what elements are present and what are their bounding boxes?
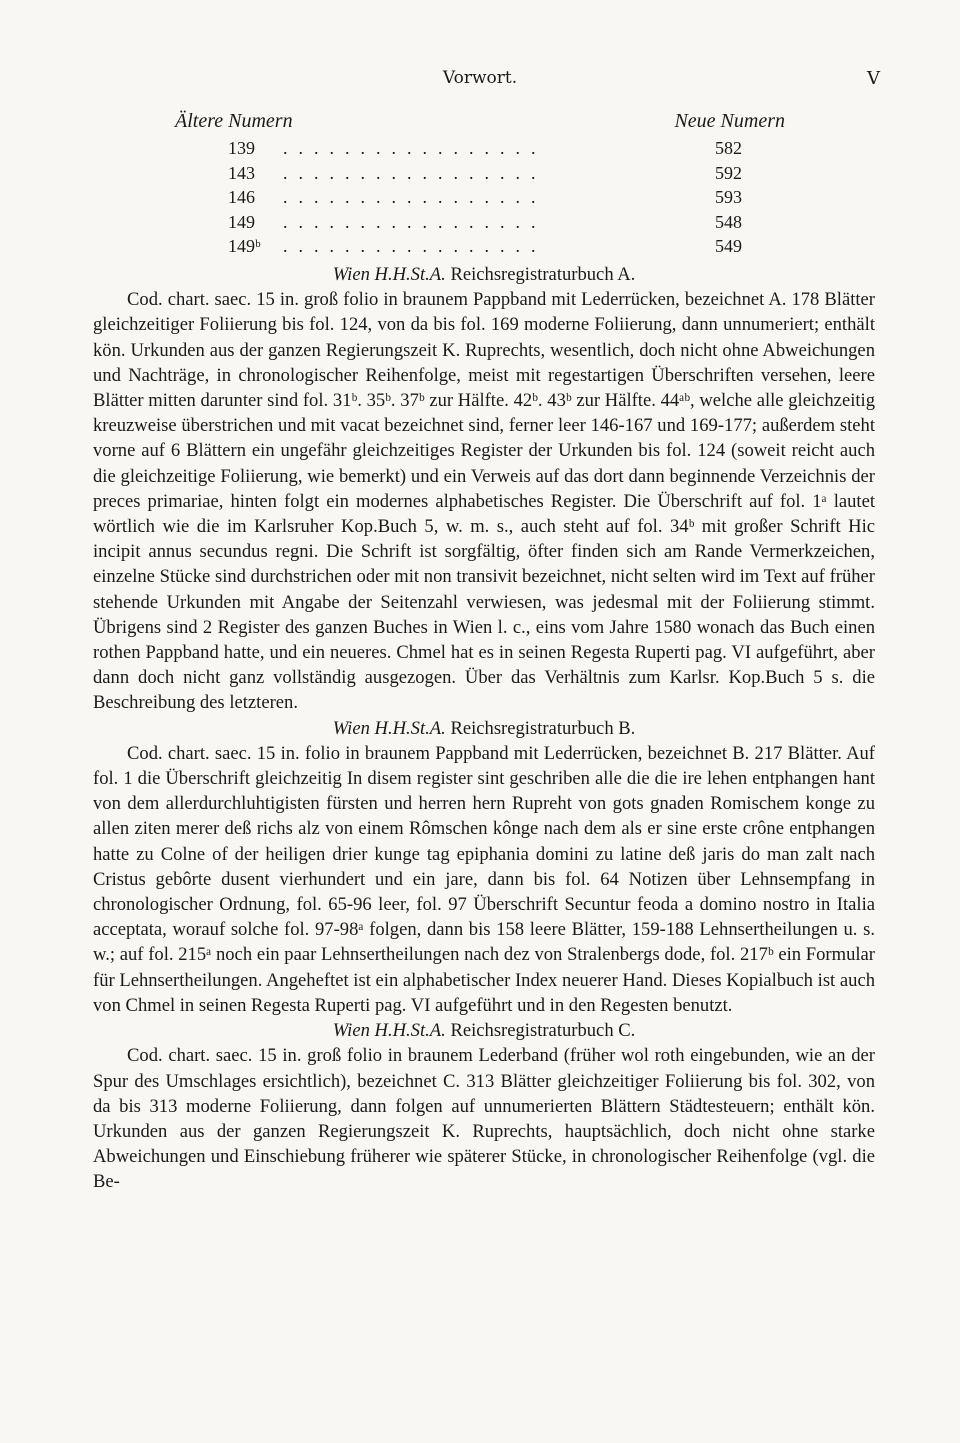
manuscript-name: Reichsregistraturbuch A. (450, 264, 636, 285)
archive-siglum: Wien H.H.St.A. (332, 1020, 446, 1042)
manuscript-name: Reichsregistraturbuch B. (450, 717, 636, 739)
concordance-row (175, 138, 790, 163)
leader-dots: ................. (283, 162, 547, 183)
concordance-row (175, 212, 790, 237)
page-number: V (867, 68, 880, 89)
section-heading (93, 716, 875, 741)
new-number: 592 (715, 162, 742, 183)
body-text (93, 262, 875, 1195)
old-number: 149 (228, 211, 255, 232)
concordance-table (175, 110, 790, 261)
archive-siglum: Wien H.H.St.A. (332, 717, 446, 739)
old-number: 146 (228, 187, 255, 207)
section-paragraph: Cod. chart. saec. 15 in. groß folio in braunem Pappband mit Lederrücken, bezeichnet A. 178 Blätter gleichzeitiger Foliierung bis fol. 124, von da bis fol. 169 moderne Foliierung, dann unnumeriert; enthält kön. Urkunden aus der ganzen Regierungszeit K. Ruprechts, wesentlich, doch nicht ohne Abweichungen und Nachträge, in chronologischer Reihenfolge, meist mit regestartigen Überschriften versehen, leere Blätter mitten darunter sind fol. 31ᵇ. 35ᵇ. 37ᵇ zur Hälfte. 42ᵇ. 43ᵇ zur Hälfte. 44ᵃᵇ, welche alle gleichzeitig kreuzweise überstrichen und mit vacat bezeichnet sind, ferner leer 146-167 und 169-177; außerdem steht vorne auf 6 Blättern ein ungefähr gleichzeitiges Register der Urkunden bis fol. 124 (soweit reicht auch die gleichzeitige Foliierung, wie bemerkt) und ein Verweis auf das dort dann beginnende Verzeichnis der preces primariae, hinten folgt ein modernes alphabetisches Register. Die Überschrift auf fol. 1ᵃ lautet wörtlich wie die im Karlsruher Kop.Buch 5, w. m. s., auch steht auf fol. 34ᵇ mit großer Schrift Hic incipit annus secundus regni. Die Schrift ist sorgfältig, öfter finden sich am Rande Vermerkzeichen, einzelne Stücke sind durchstrichen oder mit non transivit bezeichnet, nicht selten wird im Text auf früher stehende Urkunden mit Angabe der Seitenzahl verwiesen, was jedesmal mit der Foliierung stimmt. Übrigens sind 2 Register des ganzen Buches in Wien l. c., eins vom Jahre 1580 wonach das Buch einen rothen Pappband hatte, und ein neueres. Chmel hat es in seinen Regesta Ruperti pag. VI aufgeführt, aber dann doch nicht ganz vollständig ausgezogen. Über das Verhältnis zum Karlsr. Kop.Buch 5 s. die Beschreibung des letzteren. (93, 289, 875, 714)
section-heading (93, 1018, 875, 1043)
manuscript-name: Reichsregistraturbuch C. (450, 1020, 636, 1042)
section-heading (93, 262, 875, 287)
new-numbers-heading: Neue Numern (674, 110, 785, 132)
page-header (0, 68, 960, 96)
section-paragraph: Cod. chart. saec. 15 in. groß folio in braunem Lederband (früher wol roth eingebunden, wie an der Spur des Umschlages ersichtlich), bezeichnet C. 313 Blätter gleichzeitiger Foliierung bis fol. 302, von da bis 313 moderne Foliierung, dann folgen auf unnumerierten Blättern Städtesteuern; enthält kön. Urkunden aus der ganzen Regierungszeit K. Ruprechts, hauptsächlich, doch nicht ohne starke Abweichungen und Einschiebung früherer wie späterer Stücke, in chronologischer Reihenfolge (vgl. die Be- (93, 1045, 875, 1193)
leader-dots: ................. (283, 211, 547, 232)
old-number: 149ᵇ (228, 236, 261, 256)
old-number: 143 (228, 162, 255, 183)
leader-dots: ................. (283, 187, 547, 207)
concordance-header (175, 110, 790, 138)
new-number: 593 (715, 187, 742, 207)
concordance-row (175, 187, 790, 212)
concordance-row (175, 236, 790, 261)
new-number: 548 (715, 211, 742, 232)
old-number: 139 (228, 138, 255, 158)
new-number: 582 (715, 138, 742, 158)
section-paragraph: Cod. chart. saec. 15 in. folio in braunem Pappband mit Lederrücken, bezeichnet B. 217 Blätter. Auf fol. 1 die Überschrift gleichzeitig In disem register sint geschriben alle die die ire lehen entphangen hant von dem allerdurchluhtigisten fürsten und herren hern Rupreht von gots gnaden Romischem konge zu allen ziten merer deß richs alz von einem Rômschen kônge nach dem als er sine erste crône entphangen hatte zu Colne of der heiligen drier kunge tag epiphania domini zu latine deß jaris do man zalt nach Cristus gebôrte dusent vierhundert und ein jare, dann bis fol. 64 Notizen über Lehnsempfang in chronologischer Ordnung, fol. 65-96 leer, fol. 97 Überschrift Secuntur feoda a domino nostro in Italia acceptata, worauf solche fol. 97-98ᵃ folgen, dann bis 158 leere Blätter, 159-188 Lehnsertheilungen u. s. w.; auf fol. 215ᵃ noch ein paar Lehnsertheilungen nach dez von Stralenbergs dode, fol. 217ᵇ ein Formular für Lehnsertheilungen. Angeheftet ist ein alphabetischer Index neuerer Hand. Dieses Kopialbuch ist auch von Chmel in seinen Regesta Ruperti pag. VI aufgeführt und in den Regesten benutzt. (93, 742, 875, 1016)
old-numbers-heading: Ältere Numern (175, 110, 293, 132)
page-title: Vorwort. (442, 68, 518, 88)
concordance-row (175, 163, 790, 188)
leader-dots: ................. (283, 236, 547, 256)
archive-siglum: Wien H.H.St.A. (332, 264, 446, 285)
leader-dots: ................. (283, 138, 547, 158)
new-number: 549 (715, 236, 742, 256)
